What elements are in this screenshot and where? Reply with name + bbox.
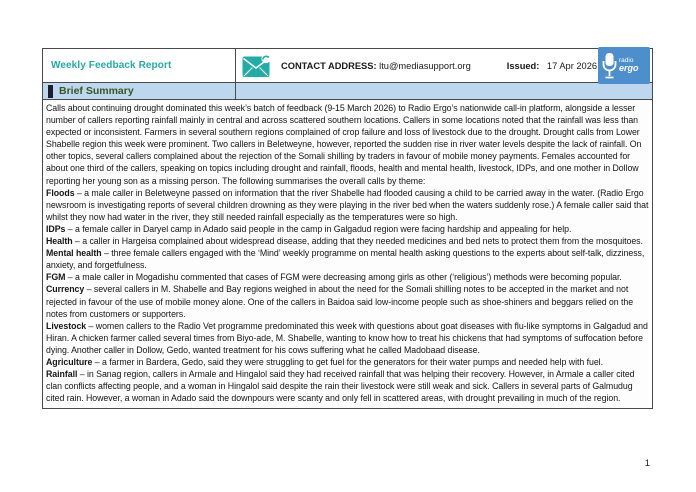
theme-idps: IDPs – a female caller in Daryel camp in Adado said people in the camp in Galgadud region were facing hardship and appealing for help. [46,223,572,234]
theme-rainfall: Rainfall – in Sanag region, callers in Armale and Hingalol said they had received rainfall that was helping their recovery. However, in Armale a caller cited clan conflicts affecting people, and a woman in Hingalol said despite the rain their livestock were still weak and sick. Callers in several parts of Galmudug cited rain. However, a woman in Adado said the downpours were scanty and only fell in scattered areas, with drought prevailing in much of the region. [46,369,635,404]
contact-address [281,61,471,71]
theme-floods: Floods – a male caller in Beletweyne passed on information that the river Shabelle had flooded causing a child to be carried away in the water. (Radio Ergo newsroom is investigating reports of several children drowning as they were playing in the river bed when the waters suddenly rose.) A female caller said that whilst they now had water in the river, they still needed rainfall especially as the temperatures were so high. [46,187,649,222]
issued-date [507,61,597,71]
report-title-cell [43,49,236,82]
logo-line-ergo: ergo [619,63,639,74]
radio-ergo-logo [598,47,650,84]
brief-summary-band [43,83,652,100]
theme-fgm: FGM – a male caller in Mogadishu commented that cases of FGM were decreasing among girls as other (‘religious’) methods were becoming popular. [46,272,622,283]
issued-label: Issued: [506,60,540,71]
theme-health: Health – a caller in Hargeisa complained about widespread disease, adding that they needed medicines and bed nets to protect them from the mosquitoes. [46,236,643,247]
issued-value: 17 Apr 2026 [546,60,598,71]
brief-summary-header [43,83,236,99]
section-marker-bar [48,85,53,98]
theme-livestock: Livestock – women callers to the Radio Vet programme predominated this week with questions about goat diseases with flu-like symptoms in Galgadud and Hiran. A chicken farmer called several times from Biyo-ade, M. Shabelle, wanting to know how to treat his chickens that had symptoms of suffocation before dying. Another caller in Dollow, Gedo, wanted treatment for his cows suffering what he called Madobaad disease. [46,320,648,355]
header-contact-cell [236,49,652,82]
header-row [43,49,652,83]
theme-mental-health: Mental health – three female callers engaged with the ‘Mind’ weekly programme on mental health asking questions to the experts about self-talk, dizziness, anxiety, and forgetfulness. [46,248,645,271]
logo-line-radio: radio [619,56,634,64]
contact-address-label: CONTACT ADDRESS: [281,60,377,71]
page-number: 1 [644,458,650,469]
microphone-icon [602,52,617,80]
envelope-icon [242,54,272,78]
brief-summary-band-right [236,83,652,99]
radio-ergo-logo-text [619,58,639,74]
contact-email: ltu@mediasupport.org [379,60,471,71]
summary-intro: Calls about continuing drought dominated this week’s batch of feedback (9-15 March 2026) to Radio Ergo’s nationwide call-in platform, alongside a lesser number of callers reporting rainfall mainly in central and across scattered southern locations. Callers in some locations noted that the rainfall was less than expected or inconsistent. Farmers in several southern regions complained of crop failure and loss of livestock due to the drought. Drought calls from Lower Shabelle region this week were prominent. Two callers in Beletweyne, however, reported the sudden rise in river water levels despite the lack of rainfall. On other topics, several callers complained about the rejection of the Somali shilling by traders in favour of mobile money payments. Females accounted for about one third of the callers, speaking on topics including drought and rainfall, floods, health and mental health, livestock, IDPs, and one mother in Dollow reporting her young son as a missing person. The following summarises the overall calls by theme: [46,103,642,186]
theme-currency: Currency – several callers in M. Shabelle and Bay regions weighed in about the need for the Somali shilling notes to be accepted in the market and not rejected in favour of the use of mobile money alone. One of the callers in Baidoa said low-income people such as shoe-shiners and beggars relied on the notes from customers or supporters. [46,284,634,319]
brief-summary-body [43,100,652,408]
theme-agriculture: Agriculture – a farmer in Bardera, Gedo, said they were struggling to get fuel for the generators for their water pumps and needed help with fuel. [46,356,603,367]
report-title: Weekly Feedback Report [51,60,172,71]
section-title: Brief Summary [59,85,134,97]
report-table [42,48,653,409]
